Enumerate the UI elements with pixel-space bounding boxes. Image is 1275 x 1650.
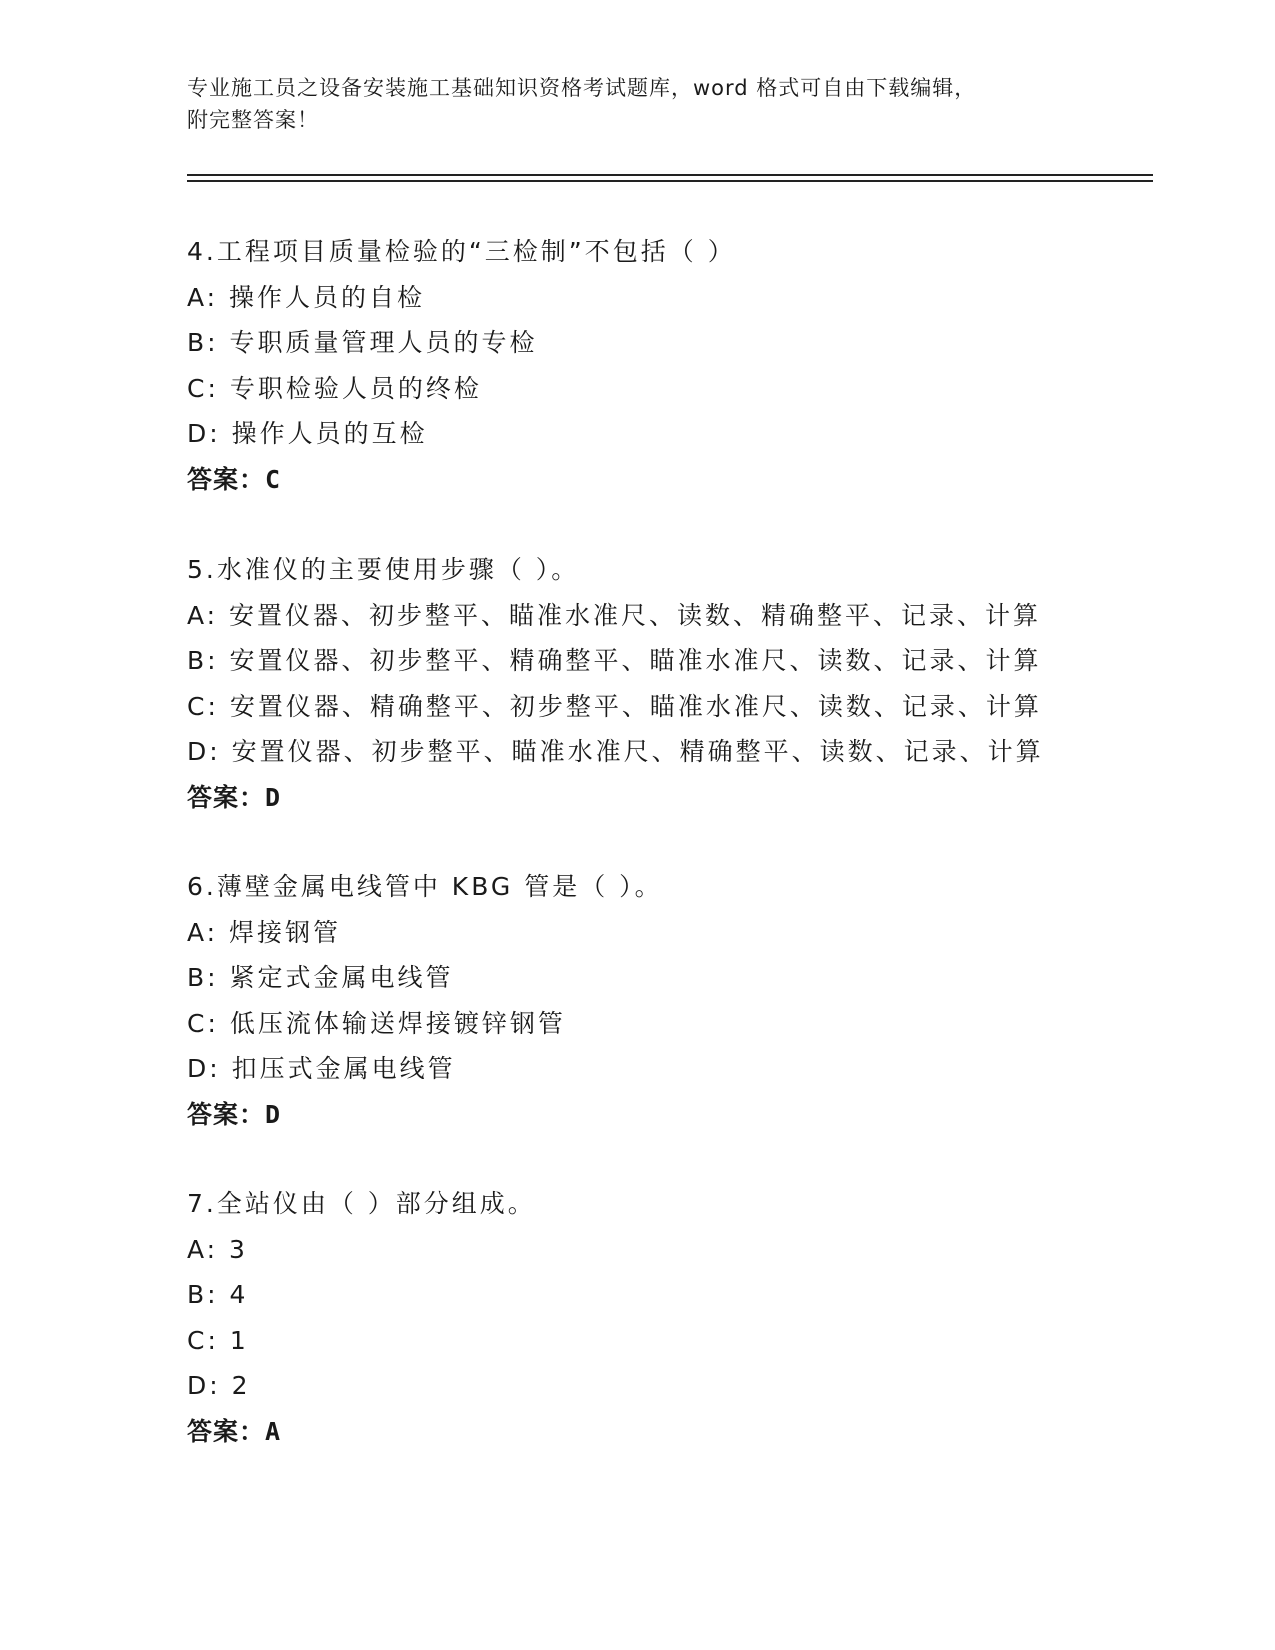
option-c: C: 安置仪器、精确整平、初步整平、瞄准水准尺、读数、记录、计算 — [187, 691, 1042, 721]
option-c: C: 专职检验人员的终检 — [187, 373, 482, 403]
option-d: D: 操作人员的互检 — [187, 419, 428, 448]
option-d: D: 扣压式金属电线管 — [187, 1054, 456, 1083]
option-d: D: 2 — [187, 1371, 251, 1400]
option-b: B: 安置仪器、初步整平、精确整平、瞄准水准尺、读数、记录、计算 — [187, 646, 1042, 675]
option-d: D: 安置仪器、初步整平、瞄准水准尺、精确整平、读数、记录、计算 — [187, 737, 1044, 766]
option-b: B: 4 — [187, 1280, 249, 1309]
option-a: A: 操作人员的自检 — [187, 282, 426, 312]
option-c: C: 1 — [187, 1325, 249, 1355]
question-stem: 5.水准仪的主要使用步骤（ ）。 — [187, 555, 580, 584]
answer: 答案：D — [187, 1099, 282, 1129]
question-7 — [187, 1181, 1147, 1454]
question-5 — [187, 547, 1147, 820]
question-stem: 6.薄壁金属电线管中 KBG 管是（ ）。 — [187, 872, 663, 901]
option-a: A: 安置仪器、初步整平、瞄准水准尺、读数、精确整平、记录、计算 — [187, 600, 1042, 630]
header-line-1: 专业施工员之设备安装施工基础知识资格考试题库，word 格式可自由下载编辑， — [187, 76, 977, 100]
document-header — [187, 72, 1087, 136]
option-b: B: 紧定式金属电线管 — [187, 963, 454, 992]
header-line-2: 附完整答案！ — [187, 108, 319, 132]
question-stem: 4.工程项目质量检验的“三检制”不包括（ ） — [187, 237, 736, 266]
question-6 — [187, 864, 1147, 1137]
answer: 答案：A — [187, 1416, 282, 1446]
answer: 答案：C — [187, 464, 282, 494]
option-a: A: 焊接钢管 — [187, 917, 342, 947]
answer: 答案：D — [187, 782, 282, 812]
option-a: A: 3 — [187, 1234, 248, 1264]
header-divider-top — [187, 174, 1153, 176]
header-divider-bottom — [187, 180, 1153, 182]
question-4 — [187, 229, 1147, 502]
option-c: C: 低压流体输送焊接镀锌钢管 — [187, 1008, 566, 1038]
option-b: B: 专职质量管理人员的专检 — [187, 328, 538, 357]
question-stem: 7.全站仪由（ ）部分组成。 — [187, 1189, 536, 1218]
